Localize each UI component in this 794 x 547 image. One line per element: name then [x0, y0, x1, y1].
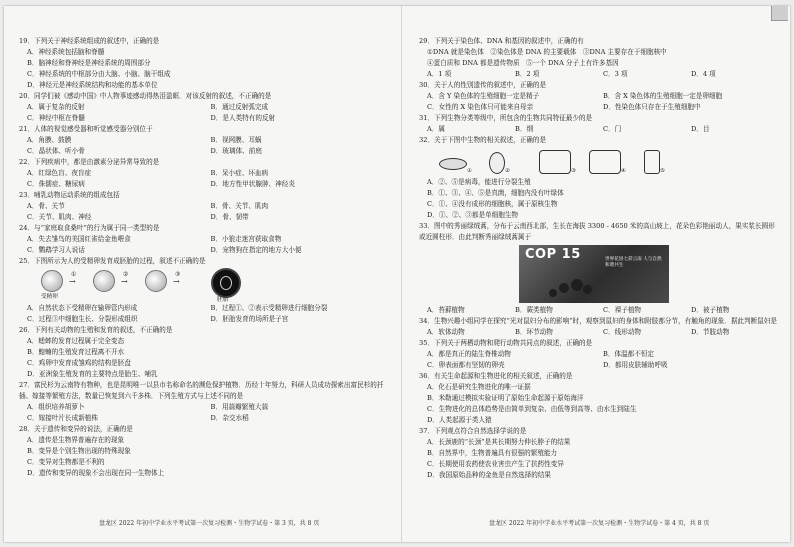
flower-shape — [583, 285, 592, 294]
answer-option: B．自然界中，生物普遍具有很强的繁殖能力 — [427, 449, 558, 457]
arrow-icon: → — [173, 277, 180, 286]
answer-options — [19, 135, 394, 157]
answer-option: B．环节动物 — [515, 328, 553, 336]
answer-option: D．骨、韧带 — [210, 213, 249, 221]
step-number: ② — [123, 271, 129, 278]
answer-option: A．骨、关节 — [27, 202, 65, 210]
cell-stage — [145, 270, 167, 292]
question — [19, 124, 394, 157]
left-column — [19, 36, 394, 479]
statement-line: ④蛋白质和 DNA 都是遗传物质 ⑤一个 DNA 分子上有许多基因 — [427, 59, 619, 67]
answer-option: D．4 项 — [691, 70, 716, 78]
answer-option: D．杂交水稻 — [210, 414, 249, 422]
question — [419, 221, 779, 316]
answer-option: C．鹦鹉学习人说话 — [27, 246, 85, 254]
answer-option: A．失去雏鸟的美国红雀给金鱼喂食 — [27, 235, 131, 243]
question-stem: 19．下列关于神经系统组成的叙述中，正确的是 — [19, 37, 160, 45]
question-stem: 31．下列生物分类等级中，所包含的生物共同特征最少的是 — [419, 114, 593, 122]
answer-option: C．嫁接叶片长成新植株 — [27, 414, 98, 422]
answer-option: D．节肢动物 — [691, 328, 730, 336]
embryo-development-figure — [41, 268, 394, 302]
zygote-label: 受精卵 — [41, 294, 58, 300]
answer-options — [19, 336, 394, 380]
photo-caption: 世界花园七彩云南 人与自然和谐共生 — [605, 257, 662, 268]
answer-options — [419, 91, 779, 113]
step-number: ① — [71, 271, 77, 278]
answer-option: C．长期使用农药使农业害虫产生了抗药性变异 — [427, 460, 564, 468]
answer-option: B．小狼走迷宫获取食物 — [210, 235, 282, 243]
question — [419, 135, 779, 221]
answer-option: C．神经系统的中枢部分由大脑、小脑、脑干组成 — [27, 70, 171, 78]
question — [419, 371, 779, 426]
organisms-figure — [439, 148, 779, 176]
exam-sheet — [4, 6, 790, 542]
statement-line: ①DNA 就是染色体 ②染色体是 DNA 的主要载体 ③DNA 主要存在于细胞核中 — [427, 48, 667, 56]
answer-option: D．①、②、③都是单细胞生物 — [427, 211, 519, 219]
answer-option: A．软体动物 — [427, 328, 465, 336]
question — [19, 223, 394, 256]
answer-option: B．呆小症、坏血病 — [210, 169, 269, 177]
question — [19, 424, 394, 479]
answer-option: B．蝗蝻的生殖发育过程离不开水 — [27, 348, 125, 356]
answer-option: A．红绿色盲、夜盲症 — [27, 169, 92, 177]
answer-option: A．②、⑤是病毒，能进行分裂生殖 — [427, 178, 531, 186]
question-stem: 21．人体的视觉感受器和听觉感受器分别位于 — [19, 125, 153, 133]
answer-option: C．生物进化的总体趋势是由简单到复杂、由低等到高等、由水生到陆生 — [427, 405, 637, 413]
question-stem: 23．哺乳动物运动系统的组成包括 — [19, 191, 120, 199]
cell-stage — [41, 270, 63, 292]
answer-option: C．线形动物 — [603, 328, 642, 336]
answer-option: A．苔藓植物 — [427, 306, 465, 314]
answer-option: A．1 项 — [427, 70, 452, 78]
answer-option: B．纲 — [515, 125, 534, 133]
question-stem: 22．下列疾病中，都是由激素分泌异常导致的是 — [19, 158, 160, 166]
answer-option: A．蟋蟀的发育过程属于完全变态 — [27, 337, 125, 345]
question — [419, 316, 779, 338]
answer-option: C．3 项 — [603, 70, 628, 78]
question-stem: 30．关于人的性别遗传的叙述中，正确的是 — [419, 81, 547, 89]
question-stem: 33．图中的秀丽绿绒蒿，分布于云南西北部，生长在海拔 3300 - 4650 米的高山坡上，花朵色彩艳丽动人，果实浆长圆形或近圆柱形．由此判断秀丽绿绒蒿属于 — [419, 222, 775, 241]
question — [19, 157, 394, 190]
answer-option: D．玻璃体、前庭 — [210, 147, 262, 155]
answer-option: B．变异是个别生物出现的特殊现象 — [27, 447, 131, 455]
question — [419, 113, 779, 135]
answer-option: C．鸡卵中发育成雏鸡的结构是胚盘 — [27, 359, 131, 367]
question-stem: 28．关于遗传和变异的说法，正确的是 — [19, 425, 133, 433]
question-stem: 25．下图所示为人的受精卵发育成胚胎的过程，叙述不正确的是 — [19, 257, 206, 265]
answer-options — [419, 382, 779, 426]
answer-option: D．我国原始品种的金鱼是自然选择的结果 — [427, 471, 551, 479]
answer-option: A．属 — [427, 125, 445, 133]
poppy-photo — [519, 245, 669, 303]
answer-option: B．脑神经和脊神经是神经系统的周围部分 — [27, 59, 151, 67]
right-column — [419, 36, 779, 481]
answer-options — [19, 234, 394, 256]
answer-option: C．神经中枢在脊髓 — [27, 114, 85, 122]
answer-option: A．属于复杂的反射 — [27, 103, 85, 111]
answer-option: A．组织培养胡萝卜 — [27, 403, 85, 411]
question — [419, 338, 779, 371]
question-stem: 34．生物兴趣小组同学在探究“光对鼠妇分布的影响”时，观察到鼠妇的身体和附肢都分节，有触角的现象．据此判断鼠妇是 — [419, 317, 778, 325]
answer-option: D．目 — [691, 125, 710, 133]
answer-option: A．都是真正的陆生脊椎动物 — [427, 350, 511, 358]
answer-option: B．用蒜瓣繁殖大蒜 — [210, 403, 269, 411]
answer-option: C．卵表面都有坚韧的卵壳 — [427, 361, 505, 369]
answer-options — [419, 124, 779, 135]
footer-right: 盘龙区 2022 年初中学业水平考试第一次复习检测・生物学试卷・第 4 页，共 8 页 — [489, 520, 710, 527]
organism-number: ③ — [571, 168, 577, 174]
question — [419, 426, 779, 481]
answer-option: D．性染色体只存在于生殖细胞中 — [603, 103, 701, 111]
embryo-shape — [211, 268, 241, 298]
answer-option: A．化石是研究生物进化的唯一证据 — [427, 383, 531, 391]
page-fold-divider — [401, 6, 402, 542]
answer-option: B．体温都不恒定 — [603, 350, 655, 358]
answer-options — [419, 349, 779, 371]
answer-option: A．自然状态下受精卵在输卵管内形成 — [27, 304, 138, 312]
question-stem: 29．下列关于染色体、DNA 和基因的叙述中，正确的有 — [419, 37, 584, 45]
question — [419, 36, 779, 80]
organism-drawing — [589, 150, 621, 174]
footer-left: 盘龙区 2022 年初中学业水平考试第一次复习检测・生物学试卷・第 3 页，共 8 页 — [99, 520, 320, 527]
organism-number: ① — [467, 168, 473, 174]
answer-options — [419, 69, 779, 80]
answer-option: A．角膜、鼓膜 — [27, 136, 72, 144]
answer-option: C．女性的 X 染色体只可能来自母亲 — [427, 103, 534, 111]
page-corner — [771, 6, 788, 21]
question-stem: 37．下列观点符合自然选择学说的是 — [419, 427, 527, 435]
answer-option: C．过程③中细胞生长、分裂形成组织 — [27, 315, 138, 323]
flower-shape — [559, 283, 569, 293]
answer-options — [19, 168, 394, 190]
embryo-label: 胚胎 — [217, 297, 229, 303]
question-stem: 35．下列关于两栖动物和爬行动物共同点的叙述，正确的是 — [419, 339, 593, 347]
question — [19, 190, 394, 223]
answer-option: C．裸子植物 — [603, 306, 642, 314]
answer-option: D．神经元是神经系统结构和功能的基本单位 — [27, 81, 158, 89]
answer-option: C．晶状体、听小骨 — [27, 147, 85, 155]
answer-option: D．被子植物 — [691, 306, 730, 314]
step-number: ③ — [175, 271, 181, 278]
organism-drawing — [489, 152, 505, 174]
organism-number: ⑤ — [660, 168, 666, 174]
answer-options — [19, 47, 394, 91]
answer-option: D．是人类特有的反射 — [210, 114, 276, 122]
answer-option: C．①、④没有成形的细胞核，属于原核生物 — [427, 200, 558, 208]
question — [19, 380, 394, 424]
answer-options — [19, 303, 394, 325]
arrow-icon: → — [121, 277, 128, 286]
answer-options — [419, 327, 779, 338]
answer-options — [19, 402, 394, 424]
answer-option: B．视网膜、耳蜗 — [210, 136, 262, 144]
flower-shape — [549, 289, 557, 297]
cell-stage — [93, 270, 115, 292]
answer-option: B．过程①、②表示受精卵进行细胞分裂 — [210, 304, 328, 312]
answer-option: B．通过反射弧完成 — [210, 103, 269, 111]
answer-option: B．骨、关节、肌肉 — [210, 202, 269, 210]
question-stem: 27．富民杉为云南特有物种，也是昆明唯一以县市名称命名的濒危保护植物．历经十年努力，科研人员成功探索出富民杉的扦插、嫁接等繁殖方法，数量已恢复到六千多株．下列生殖方式与上述不同的是 — [19, 381, 384, 400]
organism-drawing — [439, 158, 467, 170]
answer-option: D．都用皮肤辅助呼吸 — [603, 361, 668, 369]
answer-option: A．遗传是生物界普遍存在的现象 — [27, 436, 125, 444]
answer-option: B．①、③、④、⑤是真菌，细胞内没有叶绿体 — [427, 189, 564, 197]
answer-option: B．米勒通过模拟实验证明了原始生命起源于原始海洋 — [427, 394, 584, 402]
answer-option: D．宠物狗在指定的地方大小便 — [210, 246, 302, 254]
question-stem: 26．下列有关动物的生殖和发育的叙述，不正确的是 — [19, 326, 173, 334]
flower-shape — [571, 279, 583, 291]
answer-options — [19, 435, 394, 479]
question — [19, 325, 394, 380]
answer-option: B．2 项 — [515, 70, 540, 78]
question-stem: 32．关于下图中生物的相关叙述，正确的是 — [419, 136, 547, 144]
question — [19, 256, 394, 325]
answer-option: D．亚洲象生殖发育的主要特点是胎生、哺乳 — [27, 370, 158, 378]
answer-option: C．关节、肌肉、神经 — [27, 213, 92, 221]
question-stem: 36．有关生命起源和生物进化的相关叙述，正确的是 — [419, 372, 573, 380]
answer-option: B．含 X 染色体的生殖细胞一定是卵细胞 — [603, 92, 723, 100]
organism-number: ② — [505, 168, 511, 174]
answer-option: C．变异对生物都是不利的 — [27, 458, 105, 466]
answer-options — [419, 437, 779, 481]
organism-drawing — [644, 150, 660, 174]
question — [19, 36, 394, 91]
question — [419, 80, 779, 113]
question-stem: 20．同学们被《感动中国》中人物事迹感动得热泪盈眶．对该反射的叙述，不正确的是 — [19, 92, 272, 100]
answer-options — [419, 177, 779, 221]
arrow-icon: → — [69, 277, 76, 286]
answer-option: A．神经系统包括脑和脊髓 — [27, 48, 105, 56]
answer-option: D．遗传和变异的现象不会出现在同一生物体上 — [27, 469, 165, 477]
answer-options — [419, 305, 779, 316]
answer-option: A．长颈鹿的“长颈”是其长期努力伸长脖子的结果 — [427, 438, 571, 446]
photo-title: COP 15 — [525, 247, 581, 262]
answer-option: A．含 Y 染色体的生殖细胞一定是精子 — [427, 92, 540, 100]
answer-option: D．胚胎发育的场所是子宫 — [210, 315, 289, 323]
organism-drawing — [539, 150, 571, 174]
answer-option: D．人类起源于类人猿 — [427, 416, 492, 424]
answer-options — [19, 201, 394, 223]
organism-number: ④ — [621, 168, 627, 174]
answer-options — [19, 102, 394, 124]
answer-option: D．地方性甲状腺肿、神经炎 — [210, 180, 295, 188]
answer-option: C．侏儒症、糖尿病 — [27, 180, 85, 188]
answer-option: C．门 — [603, 125, 622, 133]
question-stem: 24．与“家庭取食桑叶”的行为属于同一类型的是 — [19, 224, 160, 232]
question — [19, 91, 394, 124]
answer-option: B．蕨类植物 — [515, 306, 553, 314]
